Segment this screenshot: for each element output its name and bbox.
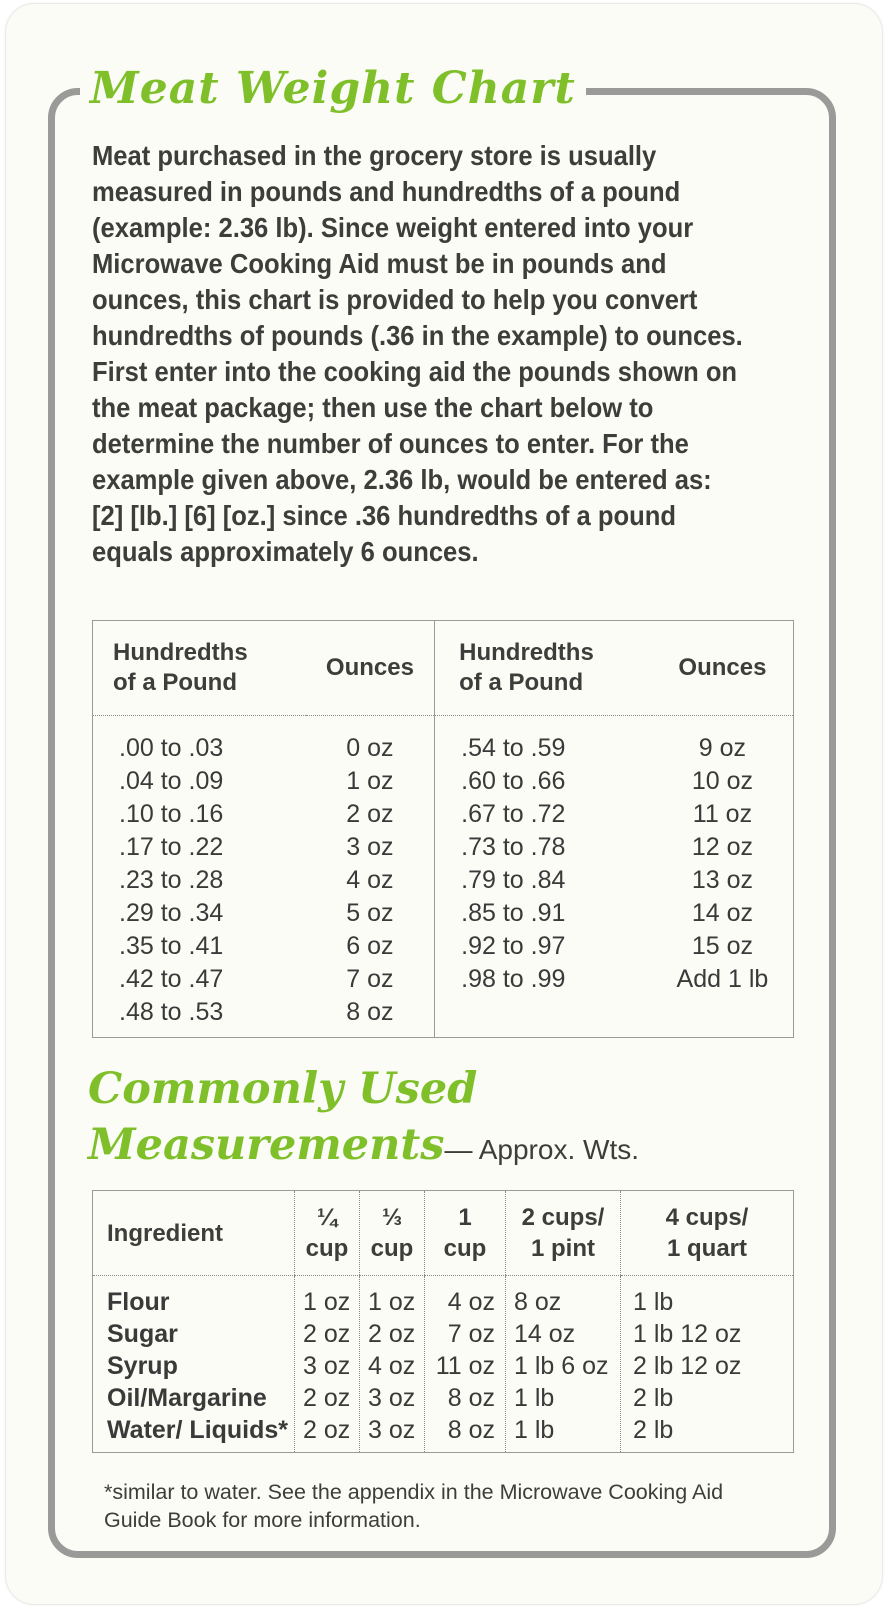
table-cell: .92 to .97 — [461, 932, 566, 960]
table-cell: 0 oz — [346, 734, 394, 762]
table-cell: 1 oz — [303, 1288, 351, 1316]
table-cell: .54 to .59 — [461, 734, 566, 762]
quarter-cup-column — [295, 1276, 360, 1453]
table-cell: Water/ Liquids* — [107, 1416, 289, 1444]
table-cell: .35 to .41 — [119, 932, 224, 960]
measurements-title-line1: Commonly Used — [88, 1064, 478, 1114]
header-hundredths-right: Hundredths of a Pound — [435, 621, 652, 716]
table-cell: 11 oz — [435, 1352, 495, 1380]
header-one-cup: 1 cup — [425, 1191, 506, 1276]
table-cell: 8 oz — [346, 998, 394, 1026]
table-cell: .42 to .47 — [119, 965, 224, 993]
table-cell: 6 oz — [346, 932, 394, 960]
table-cell: .10 to .16 — [119, 800, 224, 828]
two-cups-column — [506, 1276, 621, 1453]
table-cell: 1 lb — [633, 1288, 674, 1316]
table-cell: 3 oz — [368, 1384, 416, 1412]
table-cell: 2 lb 12 oz — [633, 1352, 742, 1380]
table-cell: .29 to .34 — [119, 899, 224, 927]
table-cell: .60 to .66 — [461, 767, 566, 795]
header-four-cups: 4 cups/ 1 quart — [621, 1191, 794, 1276]
right-ounces-column — [652, 716, 794, 1038]
table-cell: 3 oz — [303, 1352, 351, 1380]
table-cell: 11 oz — [692, 800, 753, 828]
table-cell: 14 oz — [514, 1320, 576, 1348]
table-cell: .48 to .53 — [119, 998, 224, 1026]
header-ounces-right: Ounces — [652, 621, 794, 716]
page-title: Meat Weight Chart — [80, 62, 586, 116]
header-hundredths-left: Hundredths of a Pound — [93, 621, 306, 716]
table-cell: 9 oz — [698, 734, 747, 762]
meat-weight-table — [92, 620, 794, 1038]
table-cell: .04 to .09 — [119, 767, 224, 795]
table-cell: .17 to .22 — [119, 833, 224, 861]
table-cell: .67 to .72 — [461, 800, 566, 828]
measurements-table-header — [93, 1191, 794, 1276]
four-cups-column — [621, 1276, 794, 1453]
table-cell: 2 oz — [303, 1384, 351, 1412]
table-cell: Add 1 lb — [676, 965, 769, 993]
header-third-cup: ⅓ cup — [360, 1191, 425, 1276]
weight-table-header — [93, 621, 794, 716]
table-cell: 2 lb — [633, 1384, 674, 1412]
table-cell: Oil/Margarine — [107, 1384, 267, 1412]
table-cell: 13 oz — [691, 866, 754, 894]
measurements-table-body — [93, 1276, 794, 1453]
header-ounces-left: Ounces — [306, 621, 435, 716]
table-cell: 15 oz — [691, 932, 754, 960]
table-cell: 4 oz — [368, 1352, 416, 1380]
table-cell: 4 oz — [346, 866, 394, 894]
table-cell: .98 to .99 — [461, 965, 566, 993]
left-ranges-column — [93, 716, 306, 1038]
table-cell: 8 oz — [447, 1416, 495, 1444]
table-cell: .73 to .78 — [461, 833, 566, 861]
table-cell: 1 lb 6 oz — [514, 1352, 609, 1380]
table-cell: 5 oz — [346, 899, 394, 927]
table-cell: 7 oz — [447, 1320, 495, 1348]
table-cell: 2 lb — [633, 1416, 674, 1444]
header-quarter-cup: ¼ cup — [295, 1191, 360, 1276]
table-cell: .23 to .28 — [119, 866, 224, 894]
table-cell: Syrup — [107, 1352, 178, 1380]
intro-paragraph: Meat purchased in the grocery store is usually measured in pounds and hundredths of a pound (example: 2.36 lb). Since weight entered into your Microwave Cooking Aid must be in pounds and ounces, this chart is provided to help you convert hundredths of pounds (.36 in the example) to ounces. First enter into the cooking aid the pounds shown on the meat package; then use the chart below to determine the number of ounces to enter. For the example given above, 2.36 lb, would be entered as: [2] [lb.] [6] [oz.] since .36 hundredths of a pound equals approximately 6 ounces. — [92, 140, 743, 567]
table-cell: 10 oz — [691, 767, 754, 795]
table-cell: 3 oz — [346, 833, 394, 861]
left-ounces-column — [306, 716, 435, 1038]
table-cell: 3 oz — [368, 1416, 416, 1444]
approx-weights-label: — Approx. Wts. — [444, 1134, 639, 1165]
table-cell: 8 oz — [514, 1288, 562, 1316]
weight-table-body — [93, 716, 794, 1038]
third-cup-column — [360, 1276, 425, 1453]
table-cell: 2 oz — [368, 1320, 416, 1348]
table-cell: .85 to .91 — [461, 899, 566, 927]
table-cell: .00 to .03 — [119, 734, 224, 762]
table-cell: 14 oz — [691, 899, 754, 927]
table-cell: 8 oz — [447, 1384, 495, 1412]
table-cell: 12 oz — [691, 833, 754, 861]
table-cell: 2 oz — [346, 800, 394, 828]
table-cell: .79 to .84 — [461, 866, 566, 894]
measurements-title-line2: Measurements— Approx. Wts. — [88, 1120, 639, 1170]
one-cup-column — [425, 1276, 506, 1453]
table-cell: 1 oz — [368, 1288, 416, 1316]
table-cell: Flour — [107, 1288, 170, 1316]
table-cell: 1 lb — [514, 1384, 555, 1412]
ingredient-column — [93, 1276, 295, 1453]
table-cell: 4 oz — [447, 1288, 495, 1316]
table-cell: 1 lb — [514, 1416, 555, 1444]
table-cell: Sugar — [107, 1320, 178, 1348]
measurements-table — [92, 1190, 794, 1453]
table-cell: 2 oz — [303, 1416, 351, 1444]
header-ingredient: Ingredient — [93, 1191, 295, 1276]
header-two-cups: 2 cups/ 1 pint — [506, 1191, 621, 1276]
table-cell: 1 lb 12 oz — [633, 1320, 742, 1348]
table-cell: 7 oz — [346, 965, 394, 993]
table-cell: 1 oz — [346, 767, 394, 795]
table-cell: 2 oz — [303, 1320, 351, 1348]
right-ranges-column — [435, 716, 652, 1038]
footnote: *similar to water. See the appendix in the Microwave Cooking Aid Guide Book for more information. — [104, 1480, 724, 1532]
